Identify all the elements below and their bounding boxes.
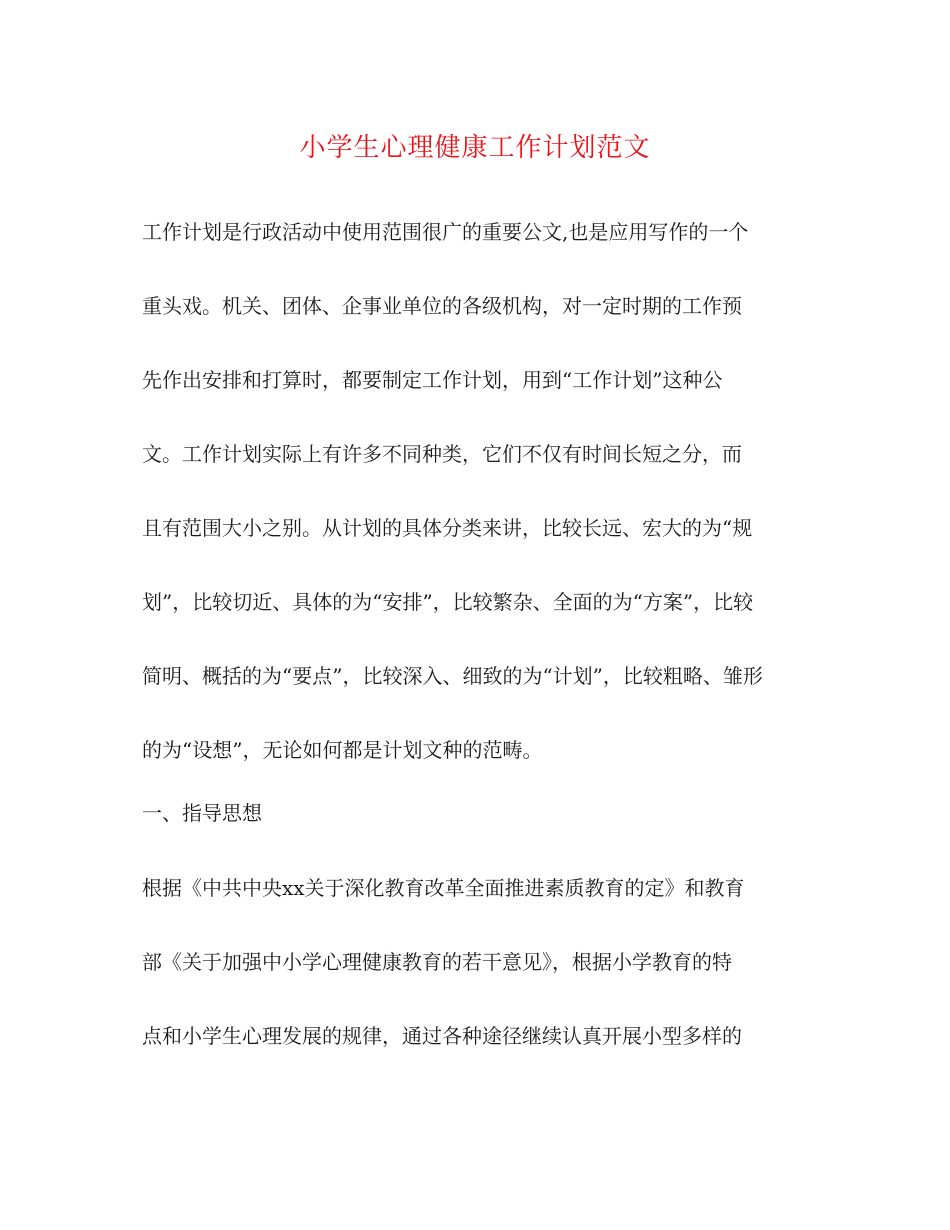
text-line: 工作计划是行政活动中使用范围很广的重要公文,也是应用写作的一个 <box>142 220 749 244</box>
text-line: 文。工作计划实际上有许多不同种类，它们不仅有时间长短之分，而 <box>142 442 742 466</box>
text-line: 先作出安排和打算时，都要制定工作计划，用到“工作计划”这种公 <box>142 368 723 392</box>
text-line: 且有范围大小之别。从计划的具体分类来讲，比较长远、宏大的为“规 <box>142 516 753 540</box>
text-line: 的为“设想”，无论如何都是计划文种的范畴。 <box>142 738 543 762</box>
section-heading: 一、指导思想 <box>142 801 262 825</box>
text-line: 点和小学生心理发展的规律，通过各种途径继续认真开展小型多样的 <box>142 1024 742 1048</box>
text-line: 划”，比较切近、具体的为“安排”，比较繁杂、全面的为“方案”，比较 <box>142 590 754 614</box>
text-line: 重头戏。机关、团体、企事业单位的各级机构，对一定时期的工作预 <box>142 294 742 318</box>
document-title: 小学生心理健康工作计划范文 <box>299 133 651 163</box>
text-line: 根据《中共中央xx关于深化教育改革全面推进素质教育的定》和教育 <box>142 876 745 900</box>
text-line: 简明、概括的为“要点”，比较深入、细致的为“计划”，比较粗略、雏形 <box>142 664 763 688</box>
text-line: 部《关于加强中小学心理健康教育的若干意见》，根据小学教育的特 <box>142 950 732 974</box>
